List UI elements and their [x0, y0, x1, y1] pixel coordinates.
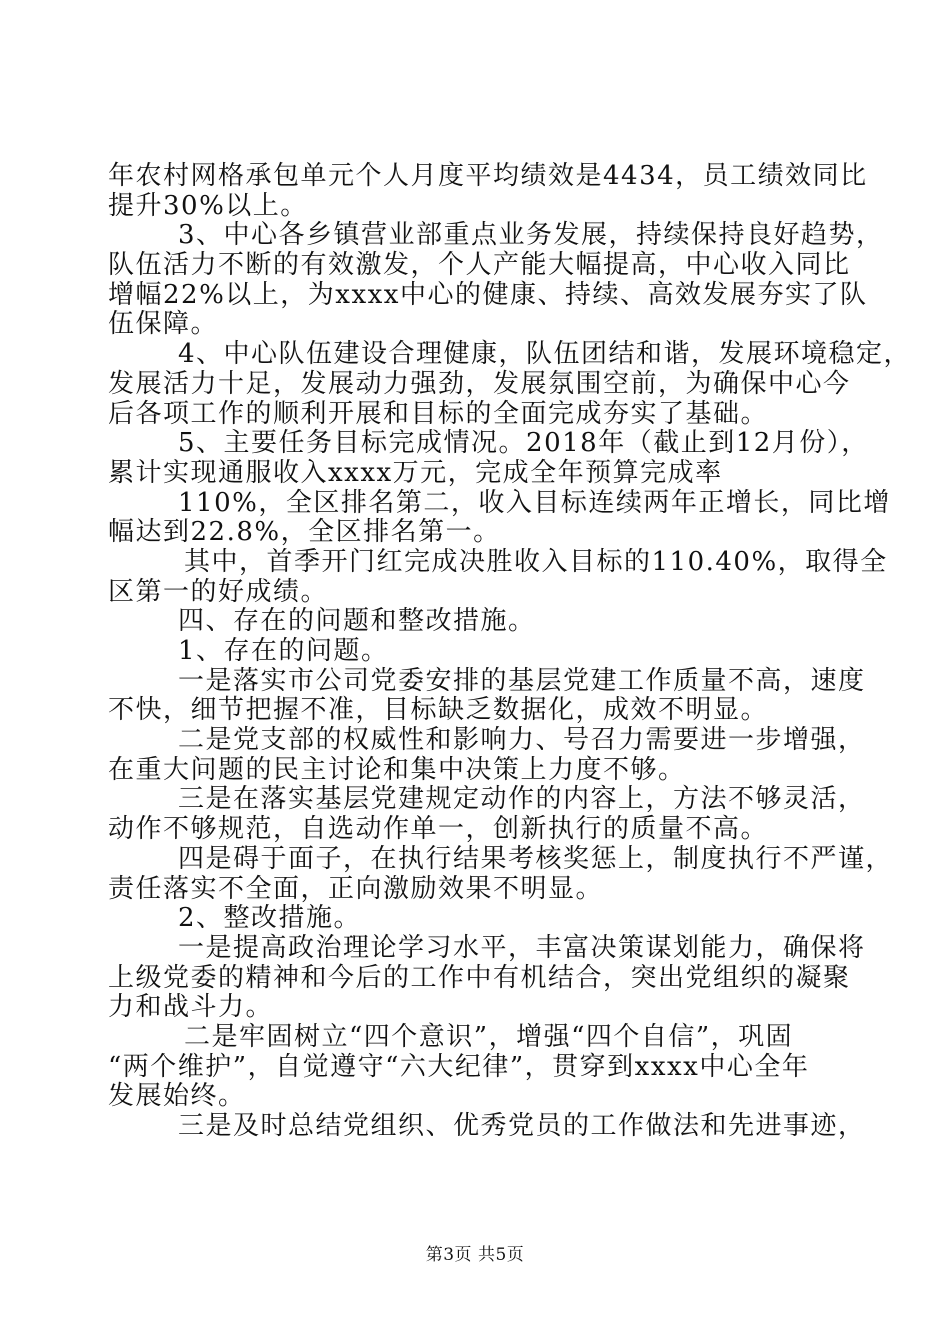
text-line: 责任落实不全面，正向激励效果不明显。: [108, 874, 604, 904]
text-line: 年农村网格承包单元个人月度平均绩效是4434，员工绩效同比: [108, 161, 868, 191]
text-line: 在重大问题的民主讨论和集中决策上力度不够。: [108, 755, 686, 785]
text-line: 110%，全区排名第二，收入目标连续两年正增长，同比增: [178, 488, 891, 518]
text-line: 伍保障。: [108, 309, 219, 339]
text-line: 5、主要任务目标完成情况。2018年（截止到12月份），: [178, 428, 869, 458]
section-heading: 四、存在的问题和整改措施。: [178, 606, 536, 636]
text-line: 其中，首季开门红完成决胜收入目标的110.40%，取得全: [184, 547, 888, 577]
text-line: 发展活力十足，发展动力强劲，发展氛围空前，为确保中心今: [108, 369, 851, 399]
text-line: 后各项工作的顺利开展和目标的全面完成夯实了基础。: [108, 399, 769, 429]
text-line: 二是党支部的权威性和影响力、号召力需要进一步增强，: [178, 725, 866, 755]
text-line: 不快，细节把握不准，目标缺乏数据化，成效不明显。: [108, 695, 769, 725]
text-line: 力和战斗力。: [108, 992, 274, 1022]
text-line: 增幅22%以上，为xxxx中心的健康、持续、高效发展夯实了队: [108, 280, 868, 310]
page-footer: 第3页 共5页: [425, 1245, 525, 1265]
text-line: 动作不够规范，自选动作单一，创新执行的质量不高。: [108, 814, 769, 844]
text-line: 上级党委的精神和今后的工作中有机结合，突出党组织的凝聚: [108, 963, 851, 993]
subsection-heading: 1、存在的问题。: [178, 636, 389, 666]
text-line: 四是碍于面子，在执行结果考核奖惩上，制度执行不严谨，: [178, 844, 894, 874]
text-line: 三是在落实基层党建规定动作的内容上，方法不够灵活，: [178, 784, 866, 814]
text-line: 一是提高政治理论学习水平，丰富决策谋划能力，确保将: [178, 933, 866, 963]
text-line: 幅达到22.8%，全区排名第一。: [108, 517, 501, 547]
text-line: 区第一的好成绩。: [108, 577, 329, 607]
text-line: 4、中心队伍建设合理健康，队伍团结和谐，发展环境稳定，: [178, 339, 912, 369]
text-line: 累计实现通服收入xxxx万元，完成全年预算完成率: [108, 458, 723, 488]
text-line: 3、中心各乡镇营业部重点业务发展，持续保持良好趋势，: [178, 220, 884, 250]
text-line: 三是及时总结党组织、优秀党员的工作做法和先进事迹，: [178, 1111, 866, 1141]
text-line: 队伍活力不断的有效激发，个人产能大幅提高，中心收入同比: [108, 250, 851, 280]
text-line: 提升30%以上。: [108, 191, 308, 221]
text-line: “两个维护”，自觉遵守“六大纪律”，贯穿到xxxx中心全年: [108, 1052, 810, 1082]
text-line: 二是牢固树立“四个意识”，增强“四个自信”，巩固: [184, 1022, 794, 1052]
text-line: 一是落实市公司党委安排的基层党建工作质量不高，速度: [178, 666, 866, 696]
text-line: 发展始终。: [108, 1081, 246, 1111]
subsection-heading: 2、整改措施。: [178, 903, 362, 933]
